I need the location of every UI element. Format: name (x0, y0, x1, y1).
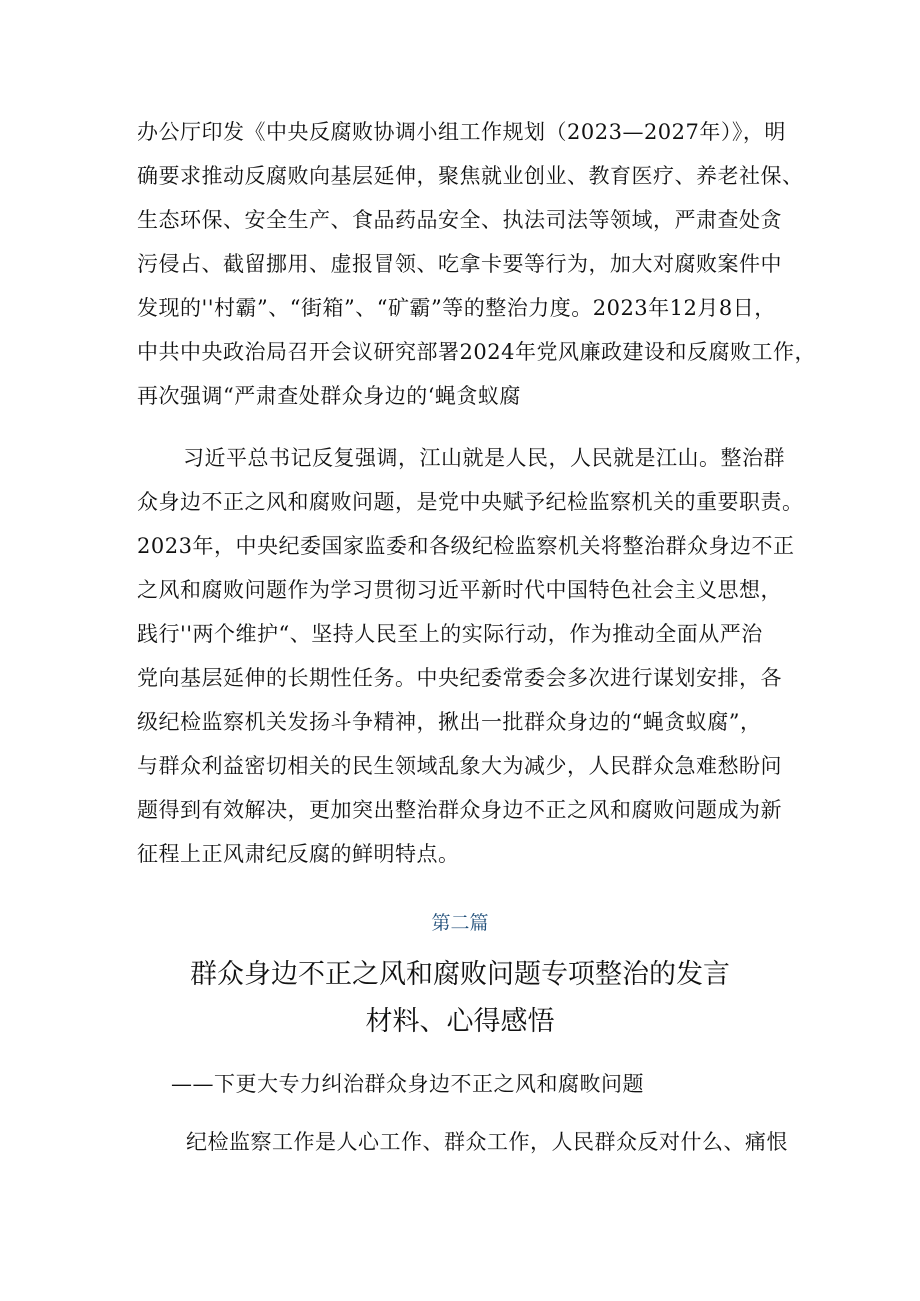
text-line: 与群众利益密切相关的民生领域乱象大为减少，人民群众急难愁盼问 (137, 754, 782, 778)
text-line: 2023年，中央纪委国家监委和各级纪检监察机关将整治群众身边不正 (137, 534, 795, 558)
section-title-line-2: 材料、心得感悟 (365, 1006, 555, 1037)
section-label: 第二篇 (431, 912, 489, 934)
text-line: 生态环保、安全生产、食品药品安全、执法司法等领域，严肃查处贪 (137, 208, 782, 232)
text-line: 发现的''村霸”、“街箱”、“矿霸”等的整治力度。2023年12月8日， (137, 296, 776, 320)
text-line: 办公厅印发《中央反腐败协调小组工作规划（2023—2027年）》，明 (137, 120, 786, 144)
text-line: 党向基层延伸的长期性任务。中央纪委常委会多次进行谋划安排，各 (137, 666, 782, 690)
text-line: 中共中央政治局召开会议研究部署2024年党风廉政建设和反腐败工作， (137, 340, 816, 364)
text-line: 级纪检监察机关发扬斗争精神，揪出一批群众身边的“蝇贪蚁腐”， (137, 710, 762, 734)
section-subtitle: ——下更大专力纠治群众身边不正之风和腐畋问题 (171, 1072, 644, 1096)
text-line: 之风和腐败问题作为学习贯彻习近平新时代中国特色社会主义思想， (137, 578, 782, 602)
text-line: 征程上正风肃纪反腐的鲜明特点。 (137, 842, 460, 866)
section-first-line: 纪检监察工作是人心工作、群众工作，人民群众反对什么、痛恨 (186, 1130, 788, 1154)
section-title-line-1: 群众身边不正之风和腐败问题专项整治的发言 (190, 959, 730, 990)
text-line: 题得到有效解决，更加突出整治群众身边不正之风和腐败问题成为新 (137, 798, 782, 822)
text-line: 践行''两个维护“、坚持人民至上的实际行动，作为推动全面从严治 (137, 622, 763, 646)
text-line: 确要求推动反腐败向基层延伸，聚焦就业创业、教育医疗、养老社保、 (137, 164, 804, 188)
text-line: 再次强调“严肃查处群众身边的‘蝇贪蚁腐 (137, 384, 521, 408)
text-line: 众身边不正之风和腐败问题，是党中央赋予纪检监察机关的重要职责。 (137, 490, 804, 514)
text-line: 习近平总书记反复强调，江山就是人民，人民就是江山。整治群 (183, 446, 785, 470)
text-line: 污侵占、截留挪用、虚报冒领、吃拿卡要等行为，加大对腐败案件中 (137, 252, 782, 276)
